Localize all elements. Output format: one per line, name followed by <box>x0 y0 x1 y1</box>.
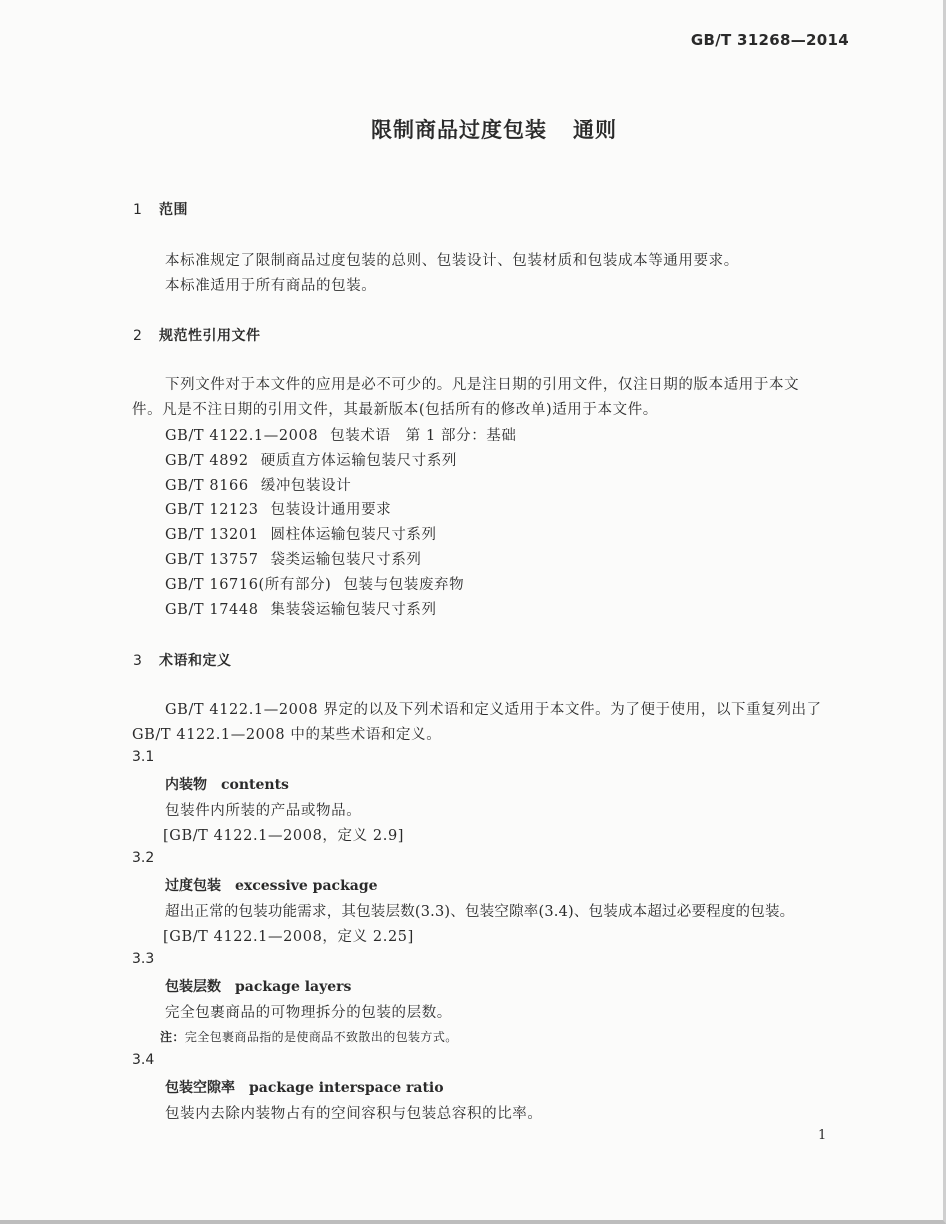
term-zh: 过度包装 <box>165 878 221 894</box>
section-3-intro-line-2: GB/T 4122.1—2008 中的某些术语和定义。 <box>132 727 442 743</box>
term-en: package layers <box>235 979 352 995</box>
reference-title: 包装与包装废弃物 <box>343 577 465 593</box>
reference-item <box>165 523 437 544</box>
reference-code: GB/T 16716(所有部分) <box>165 577 332 593</box>
term-zh: 包装层数 <box>165 979 221 995</box>
section-1-paragraph-1: 本标准规定了限制商品过度包装的总则、包装设计、包装材质和包装成本等通用要求。 <box>165 253 739 269</box>
reference-code: GB/T 8166 <box>165 478 249 494</box>
term-title <box>165 875 378 895</box>
term-definition: 完全包裹商品的可物理拆分的包装的层数。 <box>165 1005 452 1021</box>
document-title <box>0 114 950 144</box>
note-text: 完全包裹商品指的是使商品不致散出的包装方式。 <box>184 1030 458 1044</box>
term-title <box>165 774 289 794</box>
standard-code: GB/T 31268—2014 <box>690 31 849 49</box>
section-3-heading: 3 术语和定义 <box>133 653 232 669</box>
term-zh: 内装物 <box>165 777 207 793</box>
reference-code: GB/T 12123 <box>165 502 259 518</box>
reference-code: GB/T 13201 <box>165 527 259 543</box>
term-en: contents <box>221 777 289 793</box>
term-definition: 包装内去除内装物占有的空间容积与包装总容积的比率。 <box>165 1106 543 1122</box>
term-title <box>165 976 351 996</box>
reference-title: 硬质直方体运输包装尺寸系列 <box>260 453 458 469</box>
reference-item <box>165 498 391 519</box>
section-3-intro-line-1: GB/T 4122.1—2008 界定的以及下列术语和定义适用于本文件。为了便于使用，以下重复列出了 <box>165 702 822 718</box>
reference-item <box>165 598 437 619</box>
title-sub: 通则 <box>573 118 617 142</box>
reference-title: 袋类运输包装尺寸系列 <box>270 552 422 568</box>
term-title <box>165 1077 444 1097</box>
reference-item <box>165 474 351 495</box>
term-number: 3.4 <box>132 1052 155 1068</box>
section-2-intro-line-2: 件。凡是不注日期的引用文件，其最新版本(包括所有的修改单)适用于本文件。 <box>132 402 658 418</box>
reference-code: GB/T 4122.1—2008 <box>165 428 319 444</box>
term-en: package interspace ratio <box>249 1080 444 1096</box>
term-note <box>160 1028 458 1045</box>
reference-code: GB/T 13757 <box>165 552 259 568</box>
reference-title: 缓冲包装设计 <box>260 478 352 494</box>
reference-title: 圆柱体运输包装尺寸系列 <box>270 527 437 543</box>
note-label: 注： <box>160 1030 185 1044</box>
term-en: excessive package <box>235 878 378 894</box>
reference-code: GB/T 17448 <box>165 602 259 618</box>
term-number: 3.3 <box>132 951 155 967</box>
term-zh: 包装空隙率 <box>165 1080 235 1096</box>
page-number: 1 <box>818 1128 827 1143</box>
reference-title: 包装术语 第 1 部分：基础 <box>330 428 517 444</box>
reference-title: 包装设计通用要求 <box>270 502 392 518</box>
reference-item <box>165 424 517 445</box>
reference-item <box>165 449 457 470</box>
term-definition: 包装件内所装的产品或物品。 <box>165 803 362 819</box>
section-2-intro-line-1: 下列文件对于本文件的应用是必不可少的。凡是注日期的引用文件，仅注日期的版本适用于本文 <box>165 377 800 393</box>
reference-code: GB/T 4892 <box>165 453 249 469</box>
reference-item <box>165 573 464 594</box>
title-main: 限制商品过度包装 <box>371 118 547 142</box>
reference-title: 集装袋运输包装尺寸系列 <box>270 602 437 618</box>
term-source: [GB/T 4122.1—2008，定义 2.25] <box>163 929 414 945</box>
term-source: [GB/T 4122.1—2008，定义 2.9] <box>163 828 405 844</box>
term-number: 3.2 <box>132 850 155 866</box>
reference-item <box>165 548 422 569</box>
term-definition: 超出正常的包装功能需求，其包装层数(3.3)、包装空隙率(3.4)、包装成本超过必要程度的包装。 <box>165 904 795 920</box>
term-number: 3.1 <box>132 749 155 765</box>
section-1-paragraph-2: 本标准适用于所有商品的包装。 <box>165 278 377 294</box>
section-1-heading: 1 范围 <box>133 202 188 218</box>
section-2-heading: 2 规范性引用文件 <box>133 328 261 344</box>
